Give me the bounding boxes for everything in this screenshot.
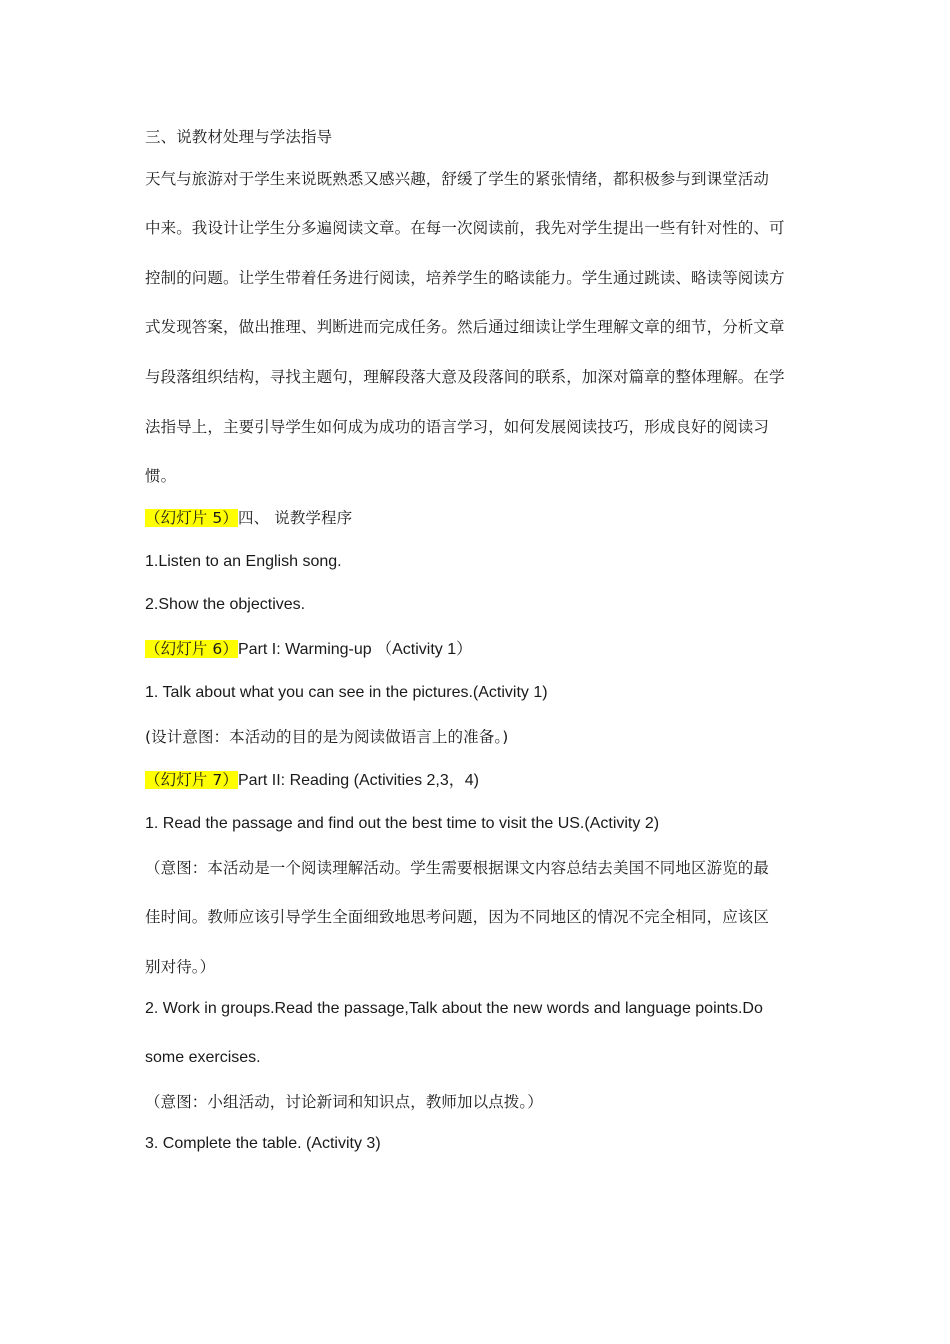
step-item: 1.Listen to an English song.	[145, 553, 342, 570]
slide-6-line	[145, 639, 472, 660]
design-intent: （意图：本活动是一个阅读理解活动。学生需要根据课文内容总结去美国不同地区游览的最	[145, 859, 770, 877]
slide-tag-highlight: （幻灯片 5）	[145, 509, 238, 527]
paragraph-line: 与段落组织结构，寻找主题句，理解段落大意及段落间的联系，加深对篇章的整体理解。在学	[145, 368, 785, 386]
design-intent: 别对待。）	[145, 958, 216, 976]
step-item: 2.Show the objectives.	[145, 596, 306, 613]
section-heading: 四、 说教学程序	[238, 509, 353, 527]
paragraph-line: 天气与旅游对于学生来说既熟悉又感兴趣，舒缓了学生的紧张情绪，都积极参与到课堂活动	[145, 170, 770, 188]
slide-7-line	[145, 770, 479, 791]
slide-tag-highlight: （幻灯片 6）	[145, 640, 238, 658]
design-intent: （意图：小组活动，讨论新词和知识点，教师加以点拨。）	[145, 1093, 543, 1111]
design-intent: 佳时间。教师应该引导学生全面细致地思考问题，因为不同地区的情况不完全相同，应该区	[145, 908, 770, 926]
section-heading: 三、说教材处理与学法指导	[145, 128, 333, 146]
slide-5-line	[145, 508, 352, 528]
slide-tag-highlight: （幻灯片 7）	[145, 771, 238, 789]
activity-item: some exercises.	[145, 1049, 261, 1066]
design-intent: (设计意图：本活动的目的是为阅读做语言上的准备。)	[145, 728, 509, 746]
paragraph-line: 惯。	[145, 467, 177, 485]
paragraph-line: 控制的问题。让学生带着任务进行阅读，培养学生的略读能力。学生通过跳读、略读等阅读方	[145, 269, 785, 287]
activity-item: 3. Complete the table. (Activity 3)	[145, 1135, 381, 1152]
part-heading: Part I: Warming-up （Activity 1）	[238, 641, 473, 658]
activity-item: 1. Read the passage and find out the best time to visit the US.(Activity 2)	[145, 815, 660, 832]
paragraph-line: 式发现答案，做出推理、判断进而完成任务。然后通过细读让学生理解文章的细节，分析文章	[145, 318, 785, 336]
activity-item: 1. Talk about what you can see in the pictures.(Activity 1)	[145, 684, 548, 701]
paragraph-line: 中来。我设计让学生分多遍阅读文章。在每一次阅读前，我先对学生提出一些有针对性的、可	[145, 219, 785, 237]
paragraph-line: 法指导上，主要引导学生如何成为成功的语言学习，如何发展阅读技巧，形成良好的阅读习	[145, 418, 770, 436]
part-heading: Part II: Reading (Activities 2,3，4)	[238, 772, 479, 789]
activity-item: 2. Work in groups.Read the passage,Talk about the new words and language points.Do	[145, 1000, 763, 1017]
